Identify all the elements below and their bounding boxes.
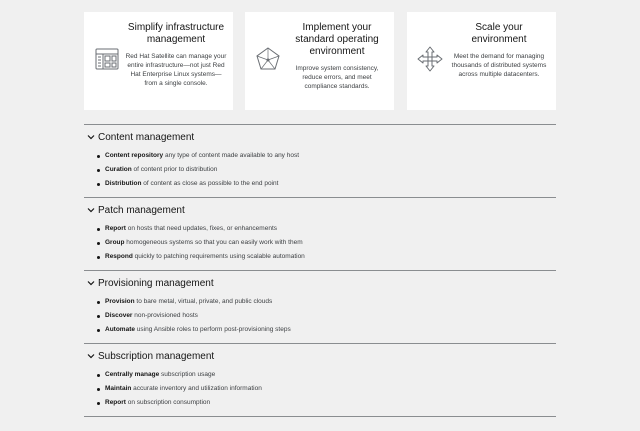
item-text: non-provisioned hosts xyxy=(132,312,198,319)
item-text: homogeneous systems so that you can easily work with them xyxy=(124,239,303,246)
item-keyword: Curation xyxy=(105,166,132,173)
list-item xyxy=(96,149,556,163)
card-title: Scale your environment xyxy=(471,22,527,45)
chevron-down-icon xyxy=(86,351,96,361)
list-item xyxy=(96,396,556,410)
chevron-down-icon xyxy=(86,205,96,215)
item-keyword: Report xyxy=(105,399,126,406)
item-keyword: Distribution xyxy=(105,180,142,187)
item-text: on hosts that need updates, fixes, or enhancements xyxy=(125,225,277,232)
feature-card-standard-environment xyxy=(245,12,394,110)
item-keyword: Respond xyxy=(105,253,133,260)
accordion-toggle-patch-management[interactable] xyxy=(84,198,556,222)
item-keyword: Report xyxy=(105,225,126,232)
item-text: to bare metal, virtual, private, and public clouds xyxy=(134,298,273,305)
list-item xyxy=(96,368,556,382)
item-text: using Ansible roles to perform post-provisioning steps xyxy=(134,326,291,333)
card-description: Improve system consistency, reduce errors, and meet compliance standards. xyxy=(295,65,379,90)
list-item xyxy=(96,323,556,337)
list-item xyxy=(96,236,556,250)
accordion-section-subscription xyxy=(84,343,556,417)
chevron-down-icon xyxy=(86,278,96,288)
item-text: of content prior to distribution xyxy=(131,166,218,173)
item-text: on subscription consumption xyxy=(125,399,211,406)
accordion-toggle-subscription-management[interactable] xyxy=(84,344,556,368)
card-description: Meet the demand for managing thousands of distributed systems across multiple datacenters. xyxy=(451,53,547,78)
section-title: Content management xyxy=(98,131,195,143)
feature-card-scale xyxy=(407,12,556,110)
accordion-section-content xyxy=(84,124,556,197)
list-item xyxy=(96,309,556,323)
item-keyword: Provision xyxy=(105,298,135,305)
list-item xyxy=(96,250,556,264)
list-item xyxy=(96,295,556,309)
accordion-toggle-content-management[interactable] xyxy=(84,125,556,149)
accordion-toggle-provisioning-management[interactable] xyxy=(84,271,556,295)
item-text: of content as close as possible to the end point xyxy=(141,180,279,187)
item-keyword: Group xyxy=(105,239,125,246)
list-item xyxy=(96,177,556,191)
item-text: quickly to patching requirements using scalable automation xyxy=(132,253,305,260)
list-item xyxy=(96,382,556,396)
item-text: any type of content made available to any host xyxy=(163,152,300,159)
list-item xyxy=(96,222,556,236)
item-keyword: Maintain xyxy=(105,385,132,392)
card-description: Red Hat Satellite can manage your entire infrastructure—not just Red Hat Enterprise Linux systems—from a single console. xyxy=(125,53,227,87)
feature-cards xyxy=(84,12,556,110)
item-keyword: Content repository xyxy=(105,152,164,159)
expand-arrows-icon xyxy=(417,46,443,72)
item-text: accurate inventory and utilization information xyxy=(131,385,262,392)
chevron-down-icon xyxy=(86,132,96,142)
feature-accordion xyxy=(84,124,556,417)
card-title: Implement your standard operating environment xyxy=(295,22,379,57)
feature-card-simplify xyxy=(84,12,233,110)
section-title: Patch management xyxy=(98,204,185,216)
item-keyword: Centrally manage xyxy=(105,371,160,378)
list-item xyxy=(96,163,556,177)
accordion-section-provisioning xyxy=(84,270,556,343)
item-text: subscription usage xyxy=(159,371,216,378)
accordion-section-patch xyxy=(84,197,556,270)
item-keyword: Automate xyxy=(105,326,135,333)
section-title: Subscription management xyxy=(98,350,215,362)
section-title: Provisioning management xyxy=(98,277,214,289)
pentagon-network-icon xyxy=(255,46,281,72)
item-keyword: Discover xyxy=(105,312,133,319)
card-title: Simplify infrastructure management xyxy=(127,22,225,45)
dashboard-grid-icon xyxy=(94,46,120,72)
